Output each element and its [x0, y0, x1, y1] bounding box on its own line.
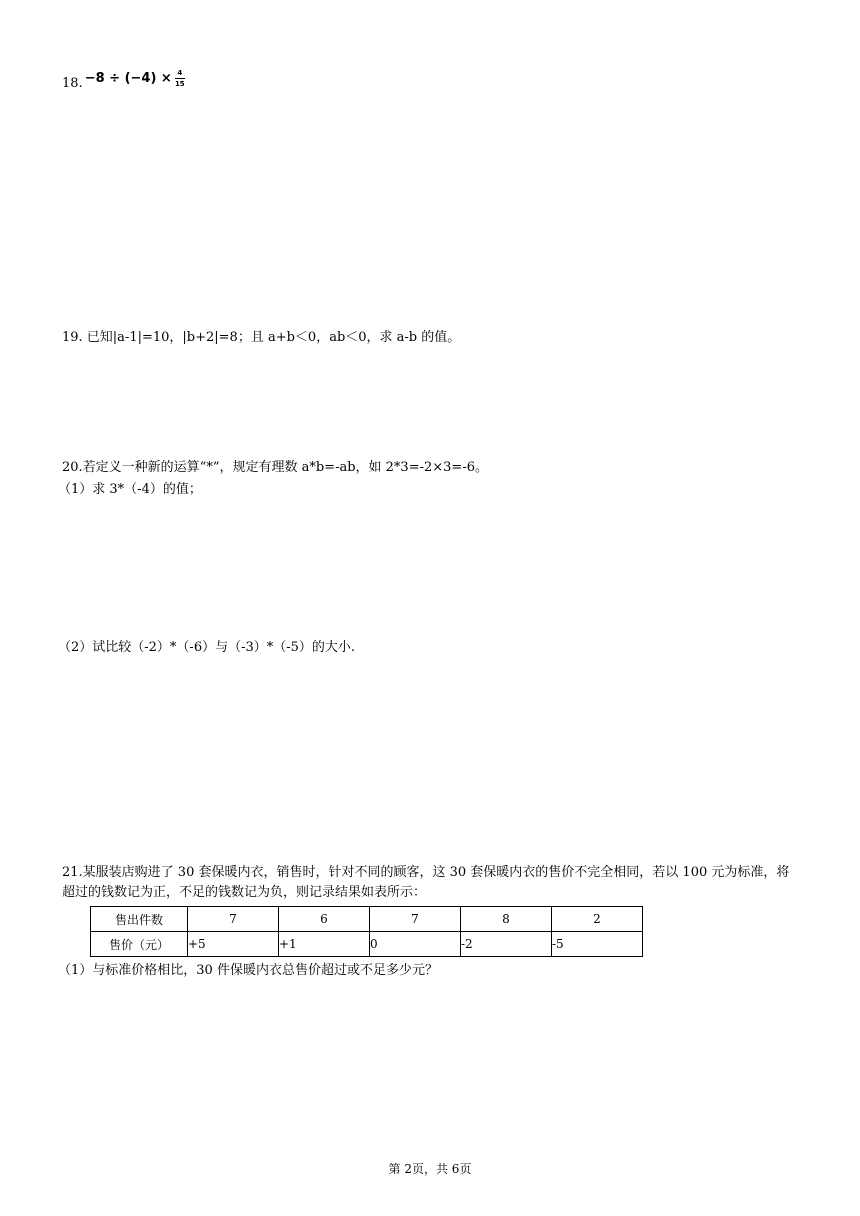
fraction-bar — [175, 78, 185, 79]
record-table — [90, 906, 643, 957]
table-cell: 6 — [279, 907, 370, 932]
question-21-stem: 21.某服装店购进了 30 套保暖内衣，销售时，针对不同的顾客，这 30 套保暖内衣的售价不完全相同，若以 100 元为标准，将超过的钱数记为正，不足的钱数记为负，则记录结果如表所示： — [62, 865, 790, 900]
question-21-part-1: （1）与标准价格相比，30 件保暖内衣总售价超过或不足多少元？ — [58, 963, 438, 978]
question-19: 19. 已知|a-1|=10，|b+2|=8；且 a+b＜0，ab＜0，求 a-b 的值。 — [62, 330, 461, 345]
fraction-numerator: 4 — [177, 69, 183, 77]
page-footer: 第 2页，共 6页 — [388, 1162, 472, 1176]
table-cell: 7 — [188, 907, 279, 932]
question-20-part-1: （1）求 3*（-4）的值； — [58, 482, 202, 497]
table-row — [91, 907, 643, 932]
table-cell: +5 — [188, 932, 279, 957]
table-row-header: 售出件数 — [91, 907, 188, 932]
table-cell: -2 — [461, 932, 552, 957]
question-20-part-2: （2）试比较（-2）*（-6）与（-3）*（-5）的大小. — [58, 640, 356, 655]
table-cell: 0 — [370, 932, 461, 957]
table-cell: 7 — [370, 907, 461, 932]
fraction — [175, 69, 185, 88]
table-row — [91, 932, 643, 957]
math-expression — [85, 69, 185, 88]
question-18 — [62, 69, 185, 93]
question-20-stem: 20.若定义一种新的运算“*”，规定有理数 a*b=-ab，如 2*3=-2×3=-6。 — [62, 460, 488, 475]
table-cell: 2 — [552, 907, 643, 932]
expression-text: −8 ÷ (−4) × — [84, 70, 172, 86]
table-cell: +1 — [279, 932, 370, 957]
table-cell: 8 — [461, 907, 552, 932]
table-cell: -5 — [552, 932, 643, 957]
fraction-denominator: 15 — [174, 80, 185, 88]
table-row-header: 售价（元） — [91, 932, 188, 957]
question-number: 18. — [62, 76, 83, 91]
